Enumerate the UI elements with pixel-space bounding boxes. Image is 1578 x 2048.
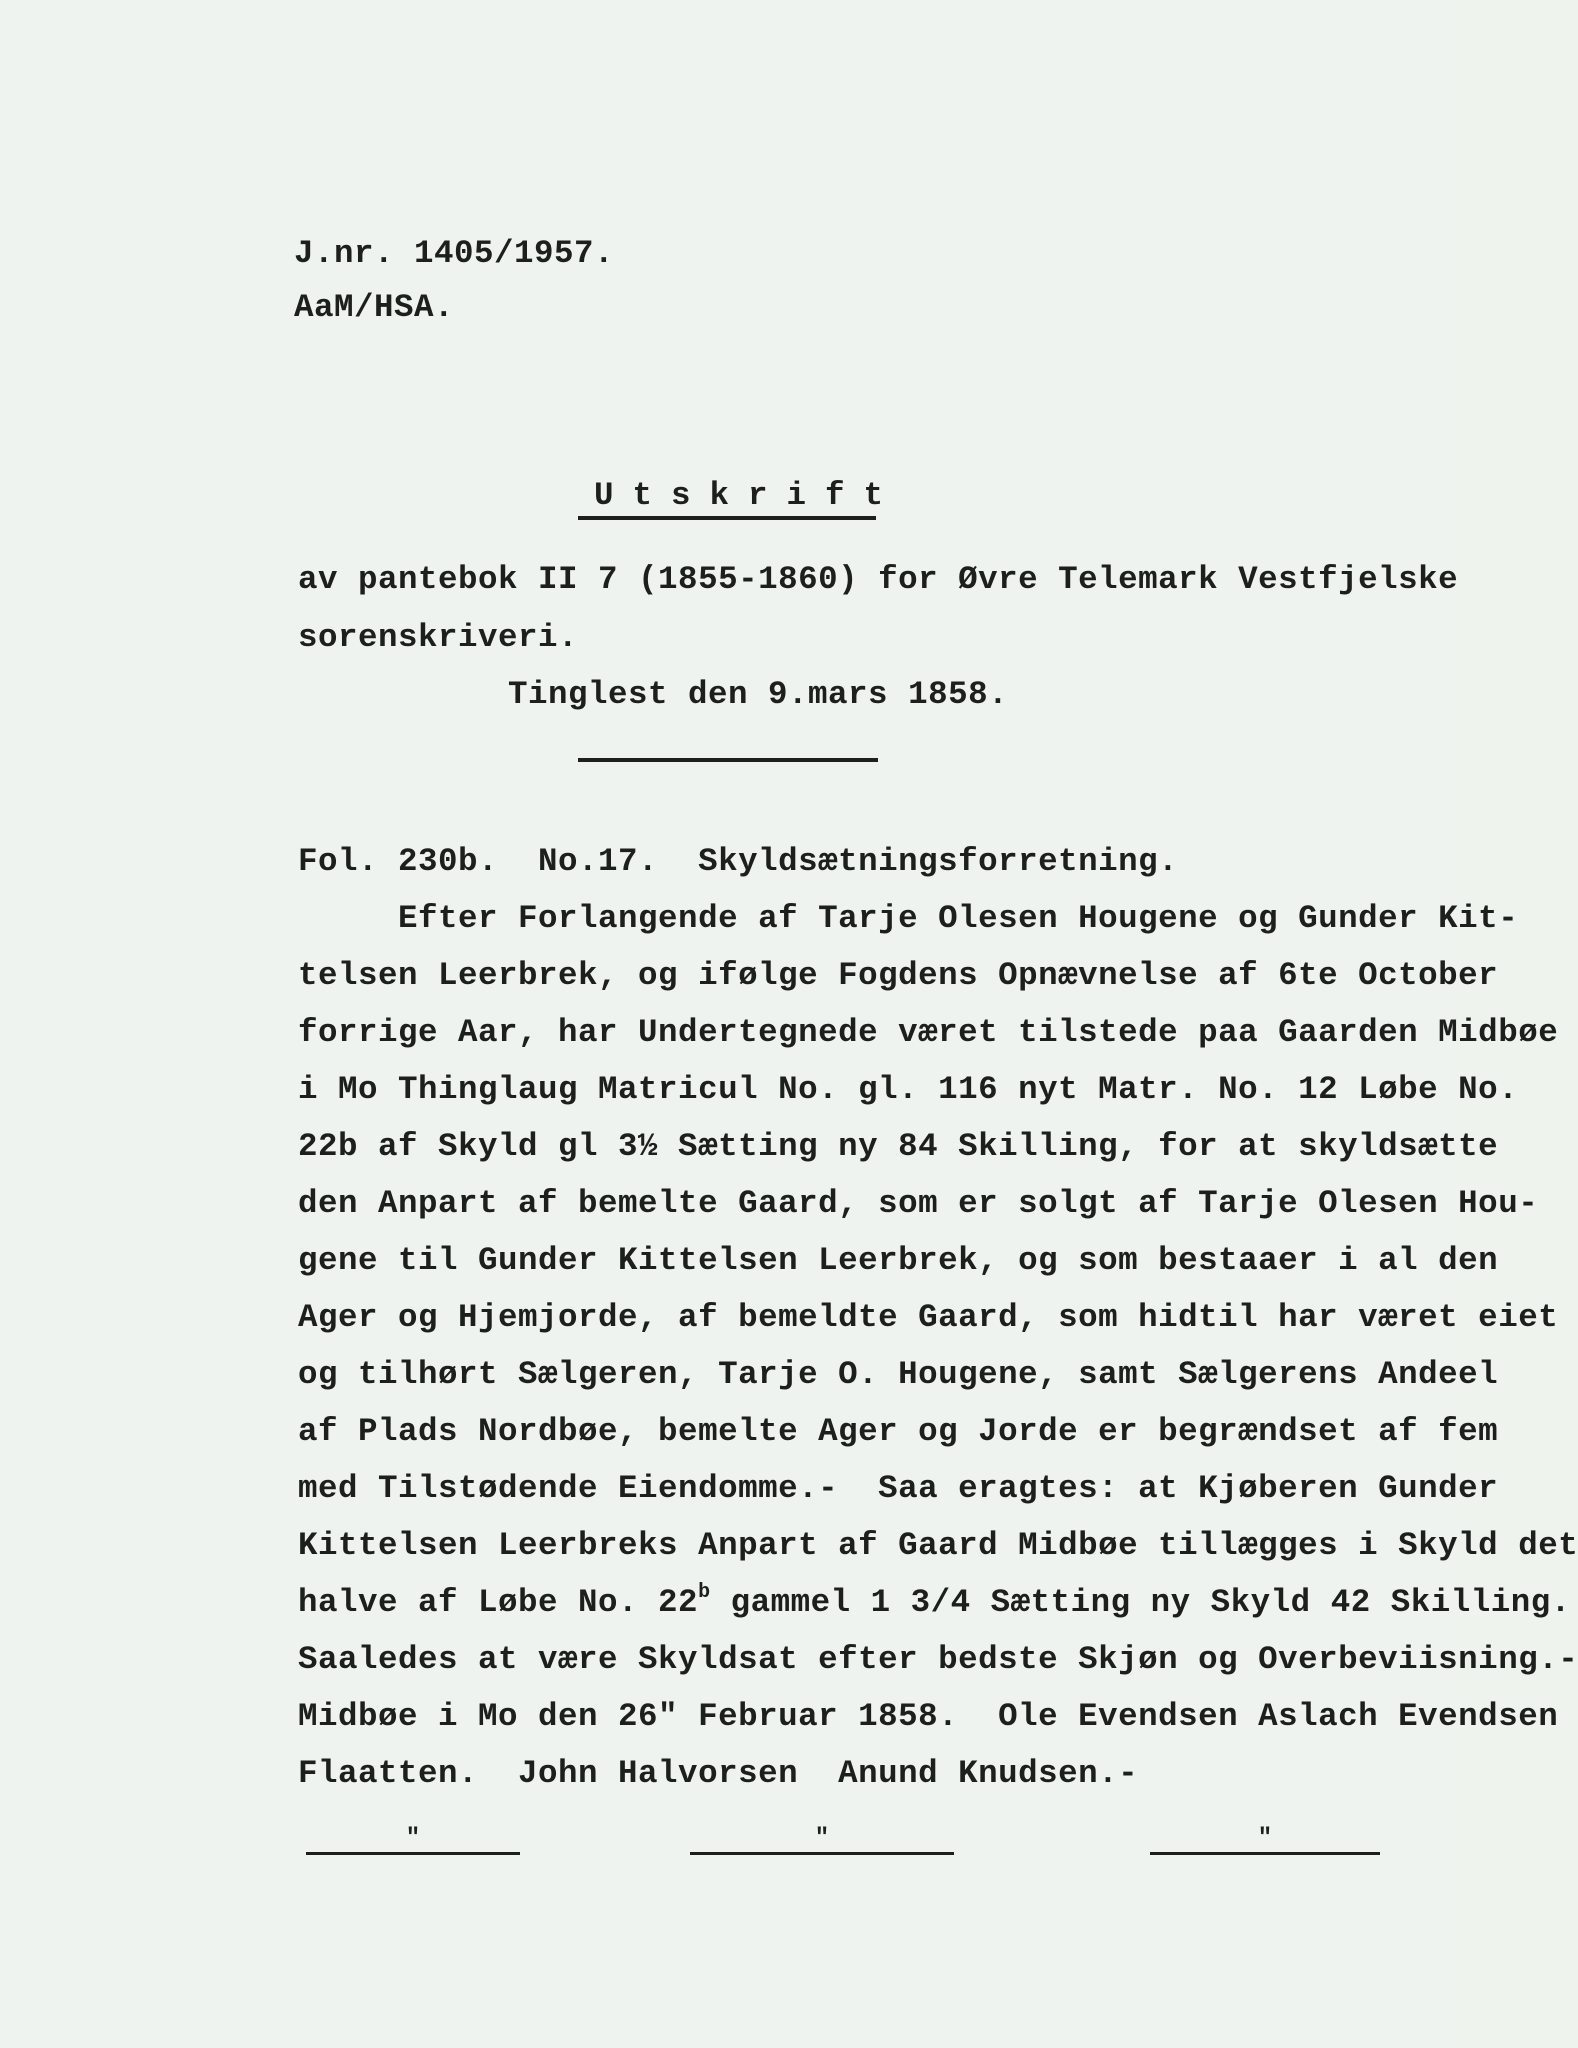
entry-line: i Mo Thinglaug Matricul No. gl. 116 nyt Matr. No. 12 Løbe No.: [298, 1071, 1519, 1108]
entry-line: Midbøe i Mo den 26" Februar 1858. Ole Evendsen Aslach Evendsen: [298, 1698, 1559, 1735]
entry-text: halve af Løbe No. 22: [298, 1584, 699, 1621]
entry-line: og tilhørt Sælgeren, Tarje O. Hougene, samt Sælgerens Andeel: [298, 1356, 1499, 1393]
entry-line: Kittelsen Leerbreks Anpart af Gaard Midbøe tillægges i Skyld det: [298, 1527, 1578, 1564]
entry-line: Flaatten. John Halvorsen Anund Knudsen.-: [298, 1755, 1139, 1792]
entry-line: forrige Aar, har Undertegnede været tilstede paa Gaarden Midbøe: [298, 1014, 1559, 1051]
signature-line: ": [1150, 1826, 1380, 1855]
journal-number: J.nr. 1405/1957.: [294, 235, 615, 272]
superscript-b: b: [698, 1581, 711, 1604]
entry-text: gammel 1 3/4 Sætting ny Skyld 42 Skilling.: [710, 1584, 1571, 1621]
registered-date: Tinglest den 9.mars 1858.: [508, 676, 1009, 713]
intro-line-2: sorenskriveri.: [298, 619, 579, 656]
intro-line-1: av pantebok II 7 (1855-1860) for Øvre Telemark Vestfjelske: [298, 561, 1459, 598]
entry-line: med Tilstødende Eiendomme.- Saa eragtes: at Kjøberen Gunder: [298, 1470, 1499, 1507]
title-underline: [578, 516, 876, 520]
page-title: Utskrift: [594, 477, 903, 514]
entry-line: gene til Gunder Kittelsen Leerbrek, og som bestaaer i al den: [298, 1242, 1499, 1279]
signature-line: ": [690, 1826, 954, 1855]
entry-line: den Anpart af bemelte Gaard, som er solgt af Tarje Olesen Hou-: [298, 1185, 1539, 1222]
entry-line: af Plads Nordbøe, bemelte Ager og Jorde er begrændset af fem: [298, 1413, 1499, 1450]
entry-line: Efter Forlangende af Tarje Olesen Hougene og Gunder Kit-: [298, 900, 1519, 937]
initials: AaM/HSA.: [294, 289, 455, 326]
section-divider: [578, 758, 878, 762]
signature-line: ": [306, 1826, 520, 1855]
entry-line: Ager og Hjemjorde, af bemeldte Gaard, som hidtil har været eiet: [298, 1299, 1559, 1336]
entry-heading: Fol. 230b. No.17. Skyldsætningsforretning.: [298, 843, 1179, 880]
entry-line: Saaledes at være Skyldsat efter bedste Skjøn og Overbeviisning.-: [298, 1641, 1578, 1678]
entry-line: telsen Leerbrek, og ifølge Fogdens Opnævnelse af 6te October: [298, 957, 1499, 994]
entry-line-with-superscript: [298, 1583, 1571, 1623]
entry-line: 22b af Skyld gl 3½ Sætting ny 84 Skilling, for at skyldsætte: [298, 1128, 1499, 1165]
